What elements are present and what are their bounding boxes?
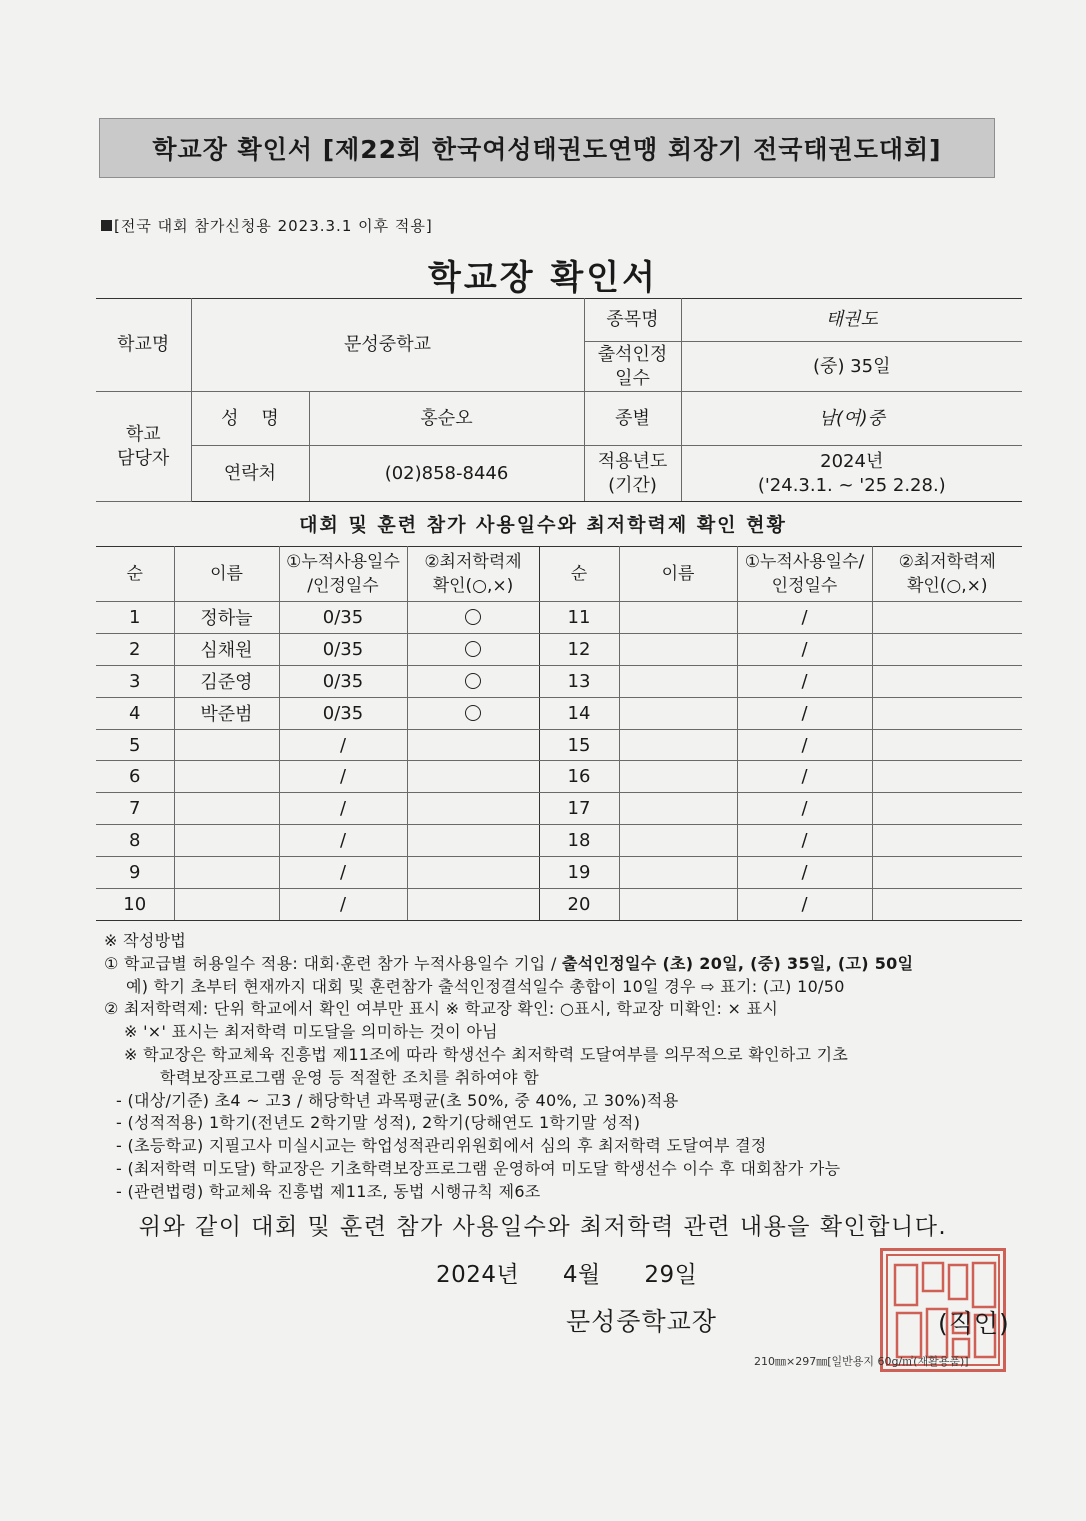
- header-days-left: [279, 547, 407, 602]
- instructions: [104, 930, 1034, 1204]
- confirm-text: 위와 같이 대회 및 훈련 참가 사용일수와 최저학력 관련 내용을 확인합니다.: [138, 1214, 948, 1240]
- row-number: 18: [539, 825, 619, 857]
- athlete-name: [619, 665, 737, 697]
- used-days: 0/35: [279, 602, 407, 634]
- year-value: [681, 446, 1022, 502]
- min-academic-check: [407, 825, 539, 857]
- table-row: [96, 825, 1022, 857]
- instr-line-10: - (최저학력 미도달) 학교장은 기초학력보장프로그램 운영하여 미도달 학생선수 이수 후 대회참가 가능: [116, 1158, 841, 1178]
- used-days: /: [737, 793, 872, 825]
- min-academic-check: [872, 729, 1022, 761]
- year-label: [584, 446, 681, 502]
- used-days: /: [737, 825, 872, 857]
- table-row: [96, 793, 1022, 825]
- signature-date: 2024년 4월 29일: [436, 1262, 698, 1288]
- header-min-right-1: ②최저학력제: [898, 552, 996, 572]
- school-value: 문성중학교: [191, 299, 584, 392]
- circle-check-icon: [465, 641, 481, 657]
- contact-value: (02)858-8446: [309, 446, 584, 502]
- circle-check-icon: [465, 609, 481, 625]
- header-min-left: [407, 547, 539, 602]
- instr-line-3: ② 최저학력제: 단위 학교에서 확인 여부만 표시 ※ 학교장 확인: ○표시, 학교장 미확인: × 표시: [104, 999, 779, 1019]
- participation-table-body: [96, 602, 1022, 921]
- document-title: 학교장 확인서: [428, 258, 658, 298]
- used-days: /: [279, 729, 407, 761]
- row-number: 20: [539, 889, 619, 921]
- header-days-left-1: ①누적사용일수: [286, 552, 400, 572]
- row-number: 9: [96, 857, 174, 889]
- used-days: /: [279, 889, 407, 921]
- row-number: 7: [96, 793, 174, 825]
- header-no-left: 순: [96, 547, 174, 602]
- school-label: 학교명: [96, 299, 191, 392]
- header-no-right: 순: [539, 547, 619, 602]
- header-min-left-2: 확인(○,×): [432, 576, 514, 596]
- used-days: /: [279, 857, 407, 889]
- athlete-name: [174, 761, 279, 793]
- athlete-name: [619, 697, 737, 729]
- instr-line-1a: ① 학교급별 허용일수 적용: 대회·훈련 참가 누적사용일수 기입 /: [104, 953, 563, 973]
- used-days: /: [737, 729, 872, 761]
- min-academic-check: [872, 857, 1022, 889]
- header-min-right: [872, 547, 1022, 602]
- table-row: [96, 602, 1022, 634]
- athlete-name: [619, 633, 737, 665]
- athlete-name: [174, 889, 279, 921]
- used-days: 0/35: [279, 697, 407, 729]
- row-number: 11: [539, 602, 619, 634]
- min-academic-check: [872, 697, 1022, 729]
- instr-line-4: ※ '×' 표시는 최저학력 미도달을 의미하는 것이 아님: [124, 1022, 498, 1042]
- instr-line-11: - (관련법령) 학교체육 진흥법 제11조, 동법 시행규칙 제6조: [116, 1181, 541, 1201]
- banner-title: 학교장 확인서 [제22회 한국여성태권도연맹 회장기 전국태권도대회]: [99, 118, 995, 178]
- row-number: 13: [539, 665, 619, 697]
- athlete-name: [619, 825, 737, 857]
- table-row: [96, 665, 1022, 697]
- category-label: 종별: [584, 392, 681, 446]
- used-days: /: [737, 633, 872, 665]
- row-number: 14: [539, 697, 619, 729]
- attendance-label-2: 일수: [615, 367, 650, 389]
- table-row: [96, 857, 1022, 889]
- manager-label-2: 담당자: [117, 447, 170, 469]
- table-row: [96, 729, 1022, 761]
- athlete-name: 심채원: [174, 633, 279, 665]
- year-label-1: 적용년도: [597, 450, 668, 472]
- header-days-right-2: 인정일수: [771, 576, 838, 596]
- header-min-left-1: ②최저학력제: [424, 552, 522, 572]
- notice-line: [101, 215, 433, 236]
- contact-label: 연락처: [191, 446, 309, 502]
- name-label: 성 명: [191, 392, 309, 446]
- athlete-name: [174, 793, 279, 825]
- row-number: 15: [539, 729, 619, 761]
- instr-line-8: - (성적적용) 1학기(전년도 2학기말 성적), 2학기(당해연도 1학기말 성적): [116, 1113, 641, 1133]
- used-days: /: [737, 857, 872, 889]
- min-academic-check: [407, 633, 539, 665]
- header-days-right: [737, 547, 872, 602]
- min-academic-check: [407, 761, 539, 793]
- row-number: 17: [539, 793, 619, 825]
- used-days: 0/35: [279, 633, 407, 665]
- paper-spec-footer: 210㎜×297㎜[일반용지 60g/㎡(재활용품)]: [754, 1355, 969, 1368]
- seal-label: (직인): [938, 1309, 1010, 1338]
- row-number: 16: [539, 761, 619, 793]
- min-academic-check: [407, 857, 539, 889]
- table-row: [96, 761, 1022, 793]
- row-number: 8: [96, 825, 174, 857]
- year-label-2: (기간): [608, 474, 657, 496]
- table-row: [96, 633, 1022, 665]
- min-academic-check: [407, 889, 539, 921]
- min-academic-check: [407, 665, 539, 697]
- used-days: /: [279, 793, 407, 825]
- row-number: 19: [539, 857, 619, 889]
- instr-line-7: - (대상/기준) 초4 ~ 고3 / 해당학년 과목평균(초 50%, 중 40%, 고 30%)적용: [116, 1090, 679, 1110]
- attendance-label: [584, 342, 681, 392]
- header-min-right-2: 확인(○,×): [906, 576, 988, 596]
- athlete-name: [619, 889, 737, 921]
- notice-text: [전국 대회 참가신청용 2023.3.1 이후 적용]: [114, 217, 433, 235]
- row-number: 1: [96, 602, 174, 634]
- manager-label: [96, 392, 191, 502]
- row-number: 2: [96, 633, 174, 665]
- participation-table: [96, 546, 1022, 921]
- circle-check-icon: [465, 705, 481, 721]
- event-value: 태권도: [681, 299, 1022, 342]
- used-days: 0/35: [279, 665, 407, 697]
- athlete-name: [619, 793, 737, 825]
- row-number: 3: [96, 665, 174, 697]
- min-academic-check: [407, 697, 539, 729]
- year-value-2: ('24.3.1. ~ '25 2.28.): [757, 474, 946, 496]
- instr-line-6: 학력보장프로그램 운영 등 적절한 조치를 취하여야 함: [160, 1067, 539, 1087]
- used-days: /: [279, 825, 407, 857]
- header-name-right: 이름: [619, 547, 737, 602]
- category-value: 남(여)중: [681, 392, 1022, 446]
- athlete-name: 김준영: [174, 665, 279, 697]
- min-academic-check: [872, 761, 1022, 793]
- min-academic-check: [872, 665, 1022, 697]
- instr-line-1b: 출석인정일수 (초) 20일, (중) 35일, (고) 50일: [562, 953, 914, 973]
- event-label: 종목명: [584, 299, 681, 342]
- section-title: 대회 및 훈련 참가 사용일수와 최저학력제 확인 현황: [299, 514, 787, 536]
- header-days-right-1: ①누적사용일수/: [744, 552, 865, 572]
- athlete-name: [619, 857, 737, 889]
- min-academic-check: [872, 793, 1022, 825]
- instr-line-5: ※ 학교장은 학교체육 진흥법 제11조에 따라 학생선수 최저학력 도달여부를 의무적으로 확인하고 기초: [124, 1044, 849, 1064]
- attendance-label-1: 출석인정: [597, 343, 668, 365]
- athlete-name: [174, 825, 279, 857]
- instr-heading: ※ 작성방법: [104, 931, 187, 950]
- manager-label-1: 학교: [125, 423, 161, 445]
- instr-line-1: [104, 953, 1034, 976]
- row-number: 4: [96, 697, 174, 729]
- table-row: [96, 697, 1022, 729]
- header-days-left-2: /인정일수: [307, 576, 379, 596]
- athlete-name: [619, 729, 737, 761]
- row-number: 10: [96, 889, 174, 921]
- min-academic-check: [872, 889, 1022, 921]
- athlete-name: 정하늘: [174, 602, 279, 634]
- instr-line-9: - (초등학교) 지필고사 미실시교는 학업성적관리위원회에서 심의 후 최저학력 도달여부 결정: [116, 1136, 767, 1156]
- min-academic-check: [407, 602, 539, 634]
- min-academic-check: [872, 602, 1022, 634]
- used-days: /: [737, 602, 872, 634]
- min-academic-check: [407, 793, 539, 825]
- athlete-name: 박준범: [174, 697, 279, 729]
- header-name-left: 이름: [174, 547, 279, 602]
- min-academic-check: [872, 825, 1022, 857]
- athlete-name: [619, 761, 737, 793]
- principal-name: 문성중학교장: [566, 1307, 717, 1336]
- athlete-name: [174, 729, 279, 761]
- info-table: [96, 298, 1022, 502]
- used-days: /: [737, 889, 872, 921]
- used-days: /: [737, 697, 872, 729]
- row-number: 6: [96, 761, 174, 793]
- attendance-value: (중) 35일: [681, 342, 1022, 392]
- athlete-name: [174, 857, 279, 889]
- row-number: 12: [539, 633, 619, 665]
- athlete-name: [619, 602, 737, 634]
- row-number: 5: [96, 729, 174, 761]
- table-row: [96, 889, 1022, 921]
- instr-line-2: 예) 학기 초부터 현재까지 대회 및 훈련참가 출석인정결석일수 총합이 10일 경우 ⇨ 표기: (고) 10/50: [126, 976, 845, 996]
- used-days: /: [279, 761, 407, 793]
- year-value-1: 2024년: [820, 450, 884, 472]
- name-value: 홍순오: [309, 392, 584, 446]
- min-academic-check: [872, 633, 1022, 665]
- square-bullet-icon: [101, 220, 112, 231]
- used-days: /: [737, 665, 872, 697]
- used-days: /: [737, 761, 872, 793]
- min-academic-check: [407, 729, 539, 761]
- circle-check-icon: [465, 673, 481, 689]
